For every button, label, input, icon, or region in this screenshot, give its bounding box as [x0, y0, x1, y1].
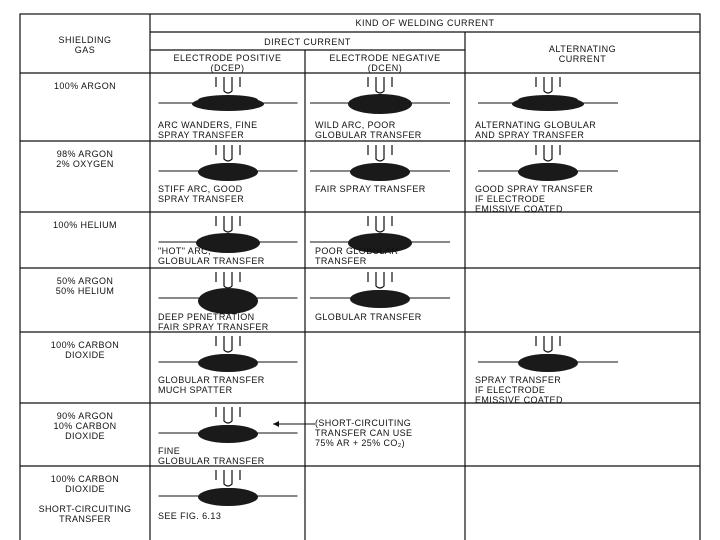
caption-line: TRANSFER CAN USE: [315, 428, 413, 438]
gas-label-line: DIOXIDE: [65, 484, 105, 494]
caption-line: IF ELECTRODE: [475, 385, 546, 395]
weld-bead-icon: [356, 163, 404, 173]
caption-line: SPRAY TRANSFER: [158, 194, 245, 204]
gas-label-line: 50% HELIUM: [55, 286, 115, 296]
header-ac-line: ALTERNATING: [548, 44, 617, 54]
caption-dcen: [315, 246, 398, 266]
electrode-icon: [376, 272, 384, 288]
header-direct-current: [150, 37, 465, 47]
caption-line: GLOBULAR TRANSFER: [158, 375, 265, 385]
caption-line: GLOBULAR TRANSFER: [315, 130, 422, 140]
caption-line: FAIR SPRAY TRANSFER: [315, 184, 426, 194]
header-shielding-gas: [20, 35, 150, 55]
gas-label: [20, 474, 150, 524]
caption-line: ALTERNATING GLOBULAR: [475, 120, 597, 130]
header-kind-line: KIND OF WELDING CURRENT: [355, 18, 495, 28]
caption-line: 75% AR + 25% CO₂): [315, 438, 406, 448]
caption-ac: [475, 120, 596, 140]
gas-label: [20, 276, 150, 296]
electrode-icon: [224, 77, 232, 93]
header-dcen-line: ELECTRODE NEGATIVE: [329, 53, 441, 63]
caption-dcep: [158, 184, 244, 204]
weld-bead-icon: [524, 354, 572, 364]
caption-line: POOR GLOBULAR: [315, 246, 399, 256]
electrode-icon: [224, 470, 232, 486]
caption-line: "HOT" ARC,: [158, 246, 211, 256]
gas-label-line: DIOXIDE: [65, 350, 105, 360]
caption-dcep: [158, 446, 265, 466]
header-shielding-gas-line: SHIELDING: [58, 35, 112, 45]
header-dcep-line: (DCEP): [210, 63, 245, 73]
gas-label-line: 100% HELIUM: [53, 220, 117, 230]
electrode-icon: [544, 77, 552, 93]
electrode-icon: [224, 336, 232, 352]
caption-dcep: [158, 312, 269, 332]
electrode-icon: [544, 145, 552, 161]
caption-line: FAIR SPRAY TRANSFER: [158, 322, 269, 332]
caption-line: SEE FIG. 6.13: [158, 511, 222, 521]
gas-label-line: 100% ARGON: [53, 81, 117, 91]
weld-bead-icon: [204, 425, 252, 435]
gas-label: [20, 411, 150, 441]
electrode-icon: [376, 145, 384, 161]
caption-dcep: [158, 375, 265, 395]
electrode-icon: [224, 407, 232, 423]
weld-bead-icon: [524, 163, 572, 173]
caption-line: EMISSIVE COATED: [475, 395, 563, 405]
weld-bead-icon: [518, 95, 578, 105]
weld-bead-icon: [202, 234, 254, 244]
electrode-icon: [544, 336, 552, 352]
weld-bead-icon: [204, 163, 252, 173]
gas-label-line: [20, 494, 150, 504]
weld-bead-icon: [354, 234, 406, 244]
caption-dcen: [315, 312, 422, 322]
gas-label-line: 10% CARBON: [53, 421, 117, 431]
caption-line: TRANSFER: [315, 256, 367, 266]
gas-label-line: SHORT-CIRCUITING: [38, 504, 132, 514]
gas-label: [20, 149, 150, 169]
caption-line: (SHORT-CIRCUITING: [315, 418, 412, 428]
caption-line: GOOD SPRAY TRANSFER: [475, 184, 594, 194]
caption-dcen: [315, 184, 426, 194]
caption-line: FINE: [158, 446, 181, 456]
gas-label-line: DIOXIDE: [65, 431, 105, 441]
arrowhead-icon: [273, 421, 279, 427]
gas-label-line: TRANSFER: [59, 514, 111, 524]
weld-bead-icon: [198, 95, 258, 105]
caption-line: IF ELECTRODE: [475, 194, 546, 204]
header-ac: [465, 44, 700, 64]
caption-line: AND SPRAY TRANSFER: [475, 130, 585, 140]
gas-label-line: 2% OXYGEN: [56, 159, 114, 169]
caption-dcen: [315, 418, 412, 448]
caption-line: STIFF ARC, GOOD: [158, 184, 243, 194]
caption-line: GLOBULAR TRANSFER: [158, 456, 265, 466]
weld-bead-icon: [356, 290, 404, 300]
caption-dcep: [158, 511, 221, 521]
caption-line: SPRAY TRANSFER: [475, 375, 562, 385]
caption-line: GLOBULAR TRANSFER: [158, 256, 265, 266]
gas-label: [20, 220, 150, 230]
gas-label-line: 98% ARGON: [56, 149, 114, 159]
caption-line: WILD ARC, POOR: [315, 120, 396, 130]
caption-line: GLOBULAR TRANSFER: [315, 312, 422, 322]
caption-dcep: [158, 120, 257, 140]
caption-ac: [475, 375, 563, 405]
header-direct-line: DIRECT CURRENT: [264, 37, 351, 47]
header-dcen-line: (DCEN): [367, 63, 403, 73]
electrode-icon: [376, 77, 384, 93]
caption-line: EMISSIVE COATED: [475, 204, 563, 214]
weld-bead-icon: [204, 354, 252, 364]
header-ac-line: CURRENT: [558, 54, 607, 64]
header-dcep: [150, 53, 305, 73]
gas-label: [20, 81, 150, 91]
caption-dcep: [158, 246, 265, 266]
electrode-icon: [224, 216, 232, 232]
header-kind-of-current: [150, 18, 700, 28]
electrode-icon: [224, 272, 232, 288]
caption-line: MUCH SPATTER: [158, 385, 233, 395]
gas-label-line: 100% CARBON: [50, 340, 120, 350]
header-dcep-line: ELECTRODE POSITIVE: [173, 53, 282, 63]
weld-bead-icon: [204, 488, 252, 498]
gas-label-line: 100% CARBON: [50, 474, 120, 484]
caption-dcen: [315, 120, 422, 140]
weld-bead-icon: [204, 290, 252, 300]
caption-line: ARC WANDERS, FINE: [158, 120, 258, 130]
gas-label-line: 50% ARGON: [56, 276, 114, 286]
weld-bead-icon: [354, 95, 406, 105]
electrode-icon: [376, 216, 384, 232]
gas-label-line: 90% ARGON: [56, 411, 114, 421]
caption-line: DEEP PENETRATION: [158, 312, 255, 322]
header-shielding-gas-line: GAS: [74, 45, 96, 55]
header-dcen: [305, 53, 465, 73]
electrode-icon: [224, 145, 232, 161]
caption-ac: [475, 184, 593, 214]
caption-line: SPRAY TRANSFER: [158, 130, 245, 140]
gas-label: [20, 340, 150, 360]
